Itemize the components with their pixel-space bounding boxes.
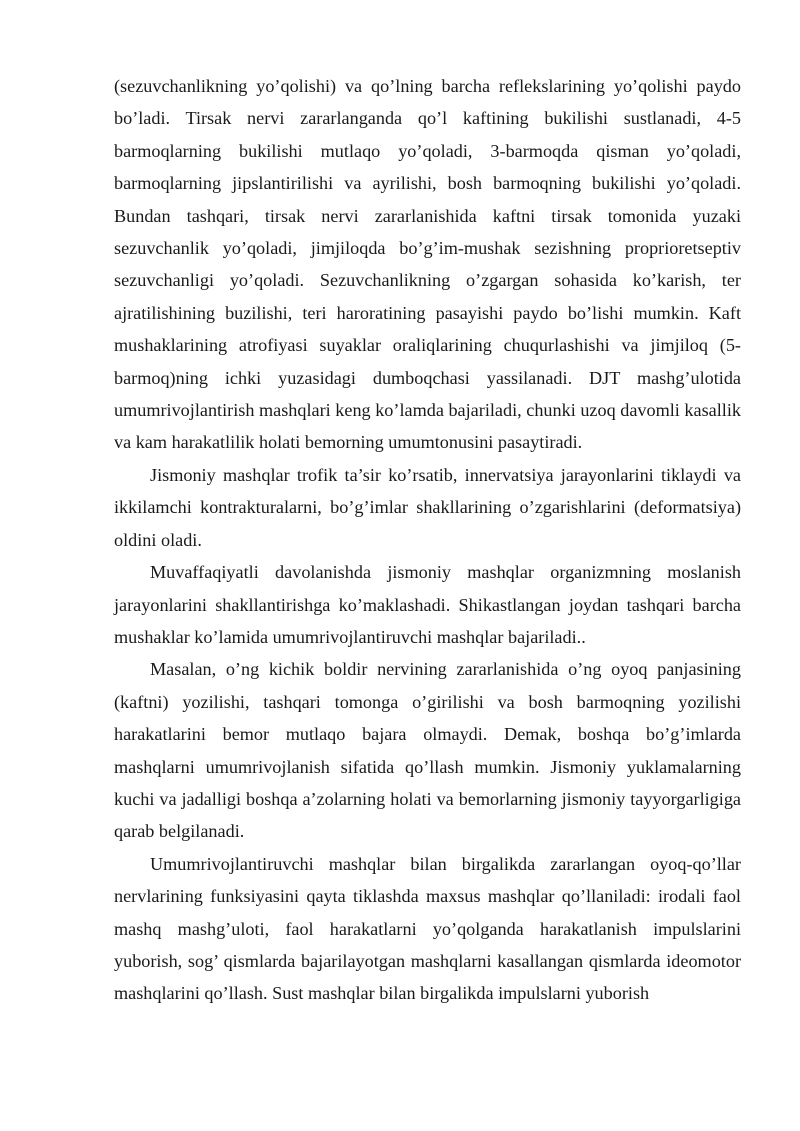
paragraph-3: Muvaffaqiyatli davolanishda jismoniy mashqlar organizmning moslanish jarayonlarini shakllantirishga ko’maklashadi. Shikastlangan joydan tashqari barcha mushaklar ko’lamida umumrivojlantiruvchi mashqlar bajariladi.. — [114, 562, 741, 647]
paragraph-1: (sezuvchanlikning yo’qolishi) va qo’lning barcha reflekslarining yo’qolishi paydo bo’ladi. Tirsak nervi zararlanganda qo’l kaftining bukilishi sustlanadi, 4-5 barmoqlarning bukilishi mutlaqo yo’qoladi, 3-barmoqda qisman yo’qoladi, barmoqlarning jipslantirilishi va ayrilishi, bosh barmoqning bukilishi yo’qoladi. Bundan tashqari, tirsak nervi zararlanishida kaftni tirsak tomonida yuzaki sezuvchanlik yo’qoladi, jimjiloqda bo’g’im-mushak sezishning proprioretseptiv sezuvchanligi yo’qoladi. Sezuvchanlikning o’zgargan sohasida ko’karish, ter ajratilishining buzilishi, teri haroratining pasayishi paydo bo’lishi mumkin. Kaft mushaklarining atrofiyasi suyaklar oraliqlarining chuqurlashishi va jimjiloq (5-barmoq)ning ichki yuzasidagi dumboqchasi yassilanadi. DJT mashg’ulotida umumrivojlantirish mashqlari keng ko’lamda bajariladi, chunki uzoq davomli kasallik va kam harakatlilik holati bemorning umumtonusini pasaytiradi. — [114, 76, 741, 453]
paragraph-2: Jismoniy mashqlar trofik ta’sir ko’rsatib, innervatsiya jarayonlarini tiklaydi va ikkilamchi kontrakturalarni, bo’g’imlar shakllarining o’zgarishlarini (deformatsiya) oldini oladi. — [114, 464, 741, 550]
paragraph-4: Masalan, o’ng kichik boldir nervining zararlanishida o’ng oyoq panjasining (kaftni) yozilishi, tashqari tomonga o’girilishi va bosh barmoqning yozilishi harakatlarini bemor mutlaqo bajara olmaydi. Demak, boshqa bo’g’imlarda mashqlarni umumrivojlanish sifatida qo’llash mumkin. Jismoniy yuklamalarning kuchi va jadalligi boshqa a’zolarning holati va bemorlarning jismoniy tayyorgarligiga qarab belgilanadi. — [114, 659, 741, 842]
document-page — [114, 70, 741, 1010]
paragraph-5: Umumrivojlantiruvchi mashqlar bilan birgalikda zararlangan oyoq-qo’llar nervlarining funksiyasini qayta tiklashda maxsus mashqlar qo’llaniladi: irodali faol mashq mashg’uloti, faol harakatlarni yo’qolganda harakatlanish impulslarini yuborish, sog’ qismlarda bajarilayotgan mashqlarni kasallangan qismlarda ideomotor mashqlarini qo’llash. Sust mashqlar bilan birgalikda impulslarni yuborish — [114, 853, 741, 1004]
